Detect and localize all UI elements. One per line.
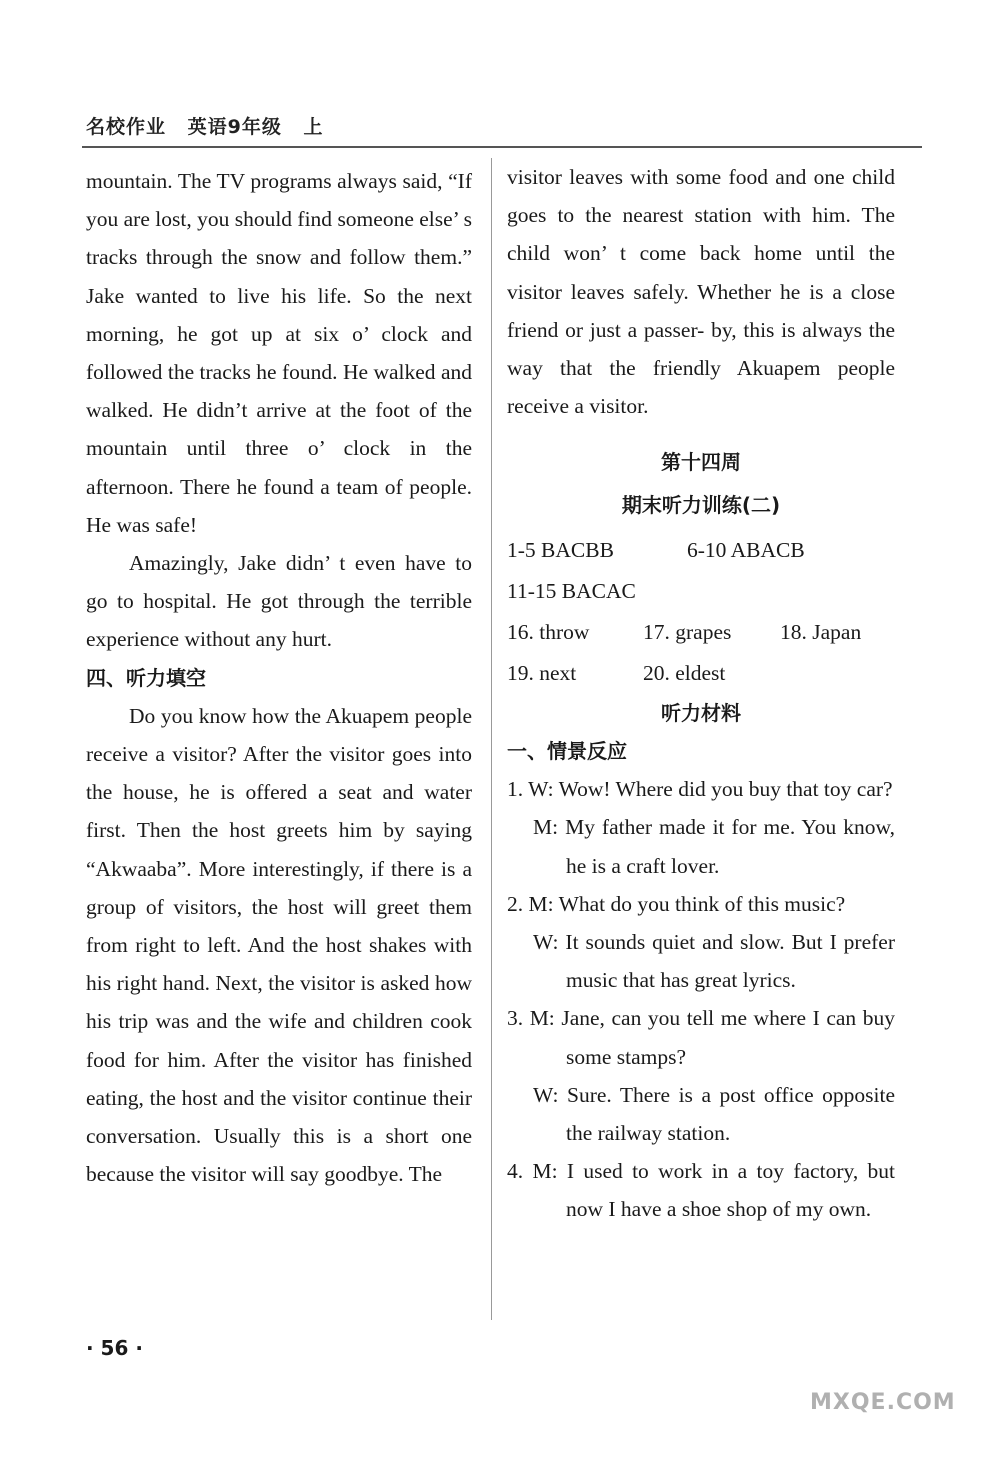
answer-item: 16. throw: [507, 619, 590, 644]
answer-item: 1-5 BACBB: [507, 537, 614, 562]
left-column: [86, 162, 472, 1193]
dialogue-question: 3. M: Jane, can you tell me where I can buy some stamps?: [507, 1006, 895, 1069]
answer-item: 19. next: [507, 660, 577, 685]
story-paragraph-1: mountain. The TV programs always said, “If you are lost, you should find someone else’ s tracks through the snow and follow them.” Jake wanted to live his life. So the next morning, he got up at six o’ clock and followed the tracks he found. He walked and walked. He didn’t arrive at the foot of the mountain until three o’ clock in the afternoon. There he found a team of people. He was safe!: [86, 169, 472, 537]
answer-item: 20. eldest: [643, 660, 726, 685]
volume-label: 上: [303, 116, 324, 138]
right-column: [507, 158, 895, 1229]
listening-passage: Do you know how the Akuapem people receive a visitor? After the visitor goes into the house, he is offered a seat and water first. Then the host greets him by saying “Akwaaba”. More interestingly, if there is a group of visitors, the host will greet them from right to left. And the host shakes with his right hand. Next, the visitor is asked how his trip was and the wife and children cook food for him. After the visitor has finished eating, the host and the visitor continue their conversation. Usually this is a short one because the visitor will say goodbye. The: [86, 703, 472, 1187]
exercise-title: 期末听力训练(二): [621, 492, 781, 517]
story-paragraph-2: Amazingly, Jake didn’ t even have to go to hospital. He got through the terrible experience without any hurt.: [86, 551, 472, 652]
dialogue-list: [507, 770, 895, 1228]
answer-item: 6-10 ABACB: [687, 537, 805, 562]
page-number: · 56 ·: [86, 1336, 143, 1360]
answer-item: 17. grapes: [643, 619, 732, 644]
section-heading-situational: 一、情景反应: [507, 739, 627, 764]
answer-row: [507, 571, 895, 612]
dialogue-question: 4. M: I used to work in a toy factory, but now I have a shoe shop of my own.: [507, 1159, 895, 1222]
answer-row: [507, 530, 895, 571]
week-title: 第十四周: [661, 450, 741, 475]
answer-item: 18. Japan: [780, 619, 862, 644]
page-header: [86, 112, 338, 139]
answer-row: [507, 653, 895, 694]
passage-continuation: visitor leaves with some food and one child goes to the nearest station with him. The child won’ t come back home until the visitor leaves safely. Whether he is a close friend or just a passer- by, this is always the way that the friendly Akuapem people receive a visitor.: [507, 165, 895, 419]
watermark-text: MXQE.COM: [810, 1390, 956, 1415]
header-divider: [82, 146, 922, 148]
answer-item: 11-15 BACAC: [507, 578, 636, 603]
answer-row: [507, 612, 895, 653]
column-divider: [491, 158, 492, 1320]
section-heading-listening-fill: 四、听力填空: [86, 665, 206, 690]
dialogue-answer: W: Sure. There is a post office opposite the railway station.: [533, 1082, 895, 1146]
book-series-title: 名校作业: [86, 116, 167, 138]
subject-grade: 英语9年级: [187, 116, 282, 138]
dialogue-question: 1. W: Wow! Where did you buy that toy car?: [507, 777, 893, 802]
materials-title: 听力材料: [661, 700, 741, 725]
answer-key: [507, 530, 895, 694]
dialogue-question: 2. M: What do you think of this music?: [507, 891, 846, 916]
dialogue-answer: W: It sounds quiet and slow. But I prefer music that has great lyrics.: [533, 930, 895, 993]
dialogue-answer: M: My father made it for me. You know, he is a craft lover.: [533, 815, 895, 878]
